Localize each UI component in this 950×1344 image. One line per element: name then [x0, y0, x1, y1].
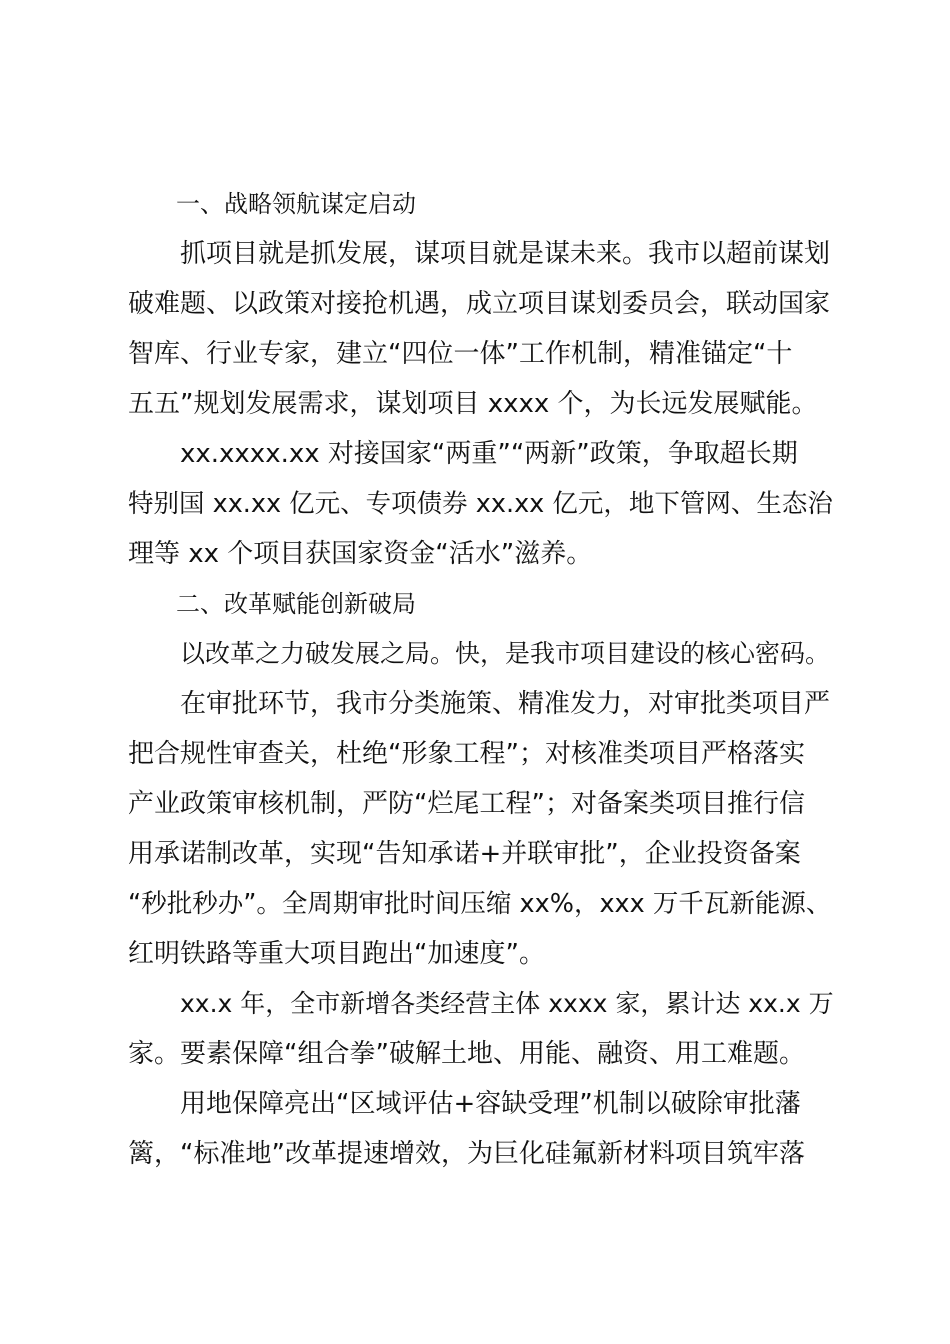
paragraph-5: [128, 979, 838, 1079]
paragraph-1: [128, 229, 838, 429]
section-heading-2: 二、改革赋能创新破局: [176, 590, 416, 618]
paragraph-line: 破难题、以政策对接抢机遇，成立项目谋划委员会，联动国家: [128, 289, 831, 319]
section-heading-1: 一、战略领航谋定启动: [176, 190, 416, 218]
paragraph-line: xx.xxxx.xx 对接国家“两重”“两新”政策，争取超长期: [180, 439, 798, 469]
paragraph-line: 篱，“标准地”改革提速增效，为巨化硅氟新材料项目筑牢落: [128, 1139, 805, 1169]
paragraph-line: 智库、行业专家，建立“四位一体”工作机制，精准锚定“十: [128, 339, 793, 369]
paragraph-line: 特别国 xx.xx 亿元、专项债券 xx.xx 亿元，地下管网、生态治: [128, 489, 833, 519]
paragraph-4: [128, 679, 838, 979]
paragraph-3: [128, 629, 838, 679]
paragraph-line: 以改革之力破发展之局。快，是我市项目建设的核心密码。: [180, 639, 831, 668]
paragraph-line: 把合规性审查关，杜绝“形象工程”；对核准类项目严格落实: [128, 739, 805, 769]
paragraph-line: 产业政策审核机制，严防“烂尾工程”；对备案类项目推行信: [128, 789, 805, 819]
paragraph-2: [128, 429, 838, 579]
paragraph-line: 家。要素保障“组合拳”破解土地、用能、融资、用工难题。: [128, 1039, 805, 1069]
paragraph-line: 用地保障亮出“区域评估+容缺受理”机制以破除审批藩: [180, 1089, 801, 1119]
paragraph-6: [128, 1079, 838, 1179]
paragraph-line: 在审批环节，我市分类施策、精准发力，对审批类项目严: [180, 689, 831, 719]
paragraph-line: 五五”规划发展需求，谋划项目 xxxx 个，为长远发展赋能。: [128, 389, 818, 419]
paragraph-line: “秒批秒办”。全周期审批时间压缩 xx%，xxx 万千瓦新能源、: [128, 889, 832, 919]
paragraph-line: 理等 xx 个项目获国家资金“活水”滋养。: [128, 539, 593, 569]
paragraph-line: xx.x 年，全市新增各类经营主体 xxxx 家，累计达 xx.x 万: [180, 989, 834, 1018]
paragraph-line: 抓项目就是抓发展，谋项目就是谋未来。我市以超前谋划: [180, 239, 831, 269]
document-body: [128, 185, 838, 1179]
paragraph-line: 红明铁路等重大项目跑出“加速度”。: [128, 939, 545, 969]
paragraph-line: 用承诺制改革，实现“告知承诺+并联审批”，企业投资备案: [128, 839, 801, 869]
